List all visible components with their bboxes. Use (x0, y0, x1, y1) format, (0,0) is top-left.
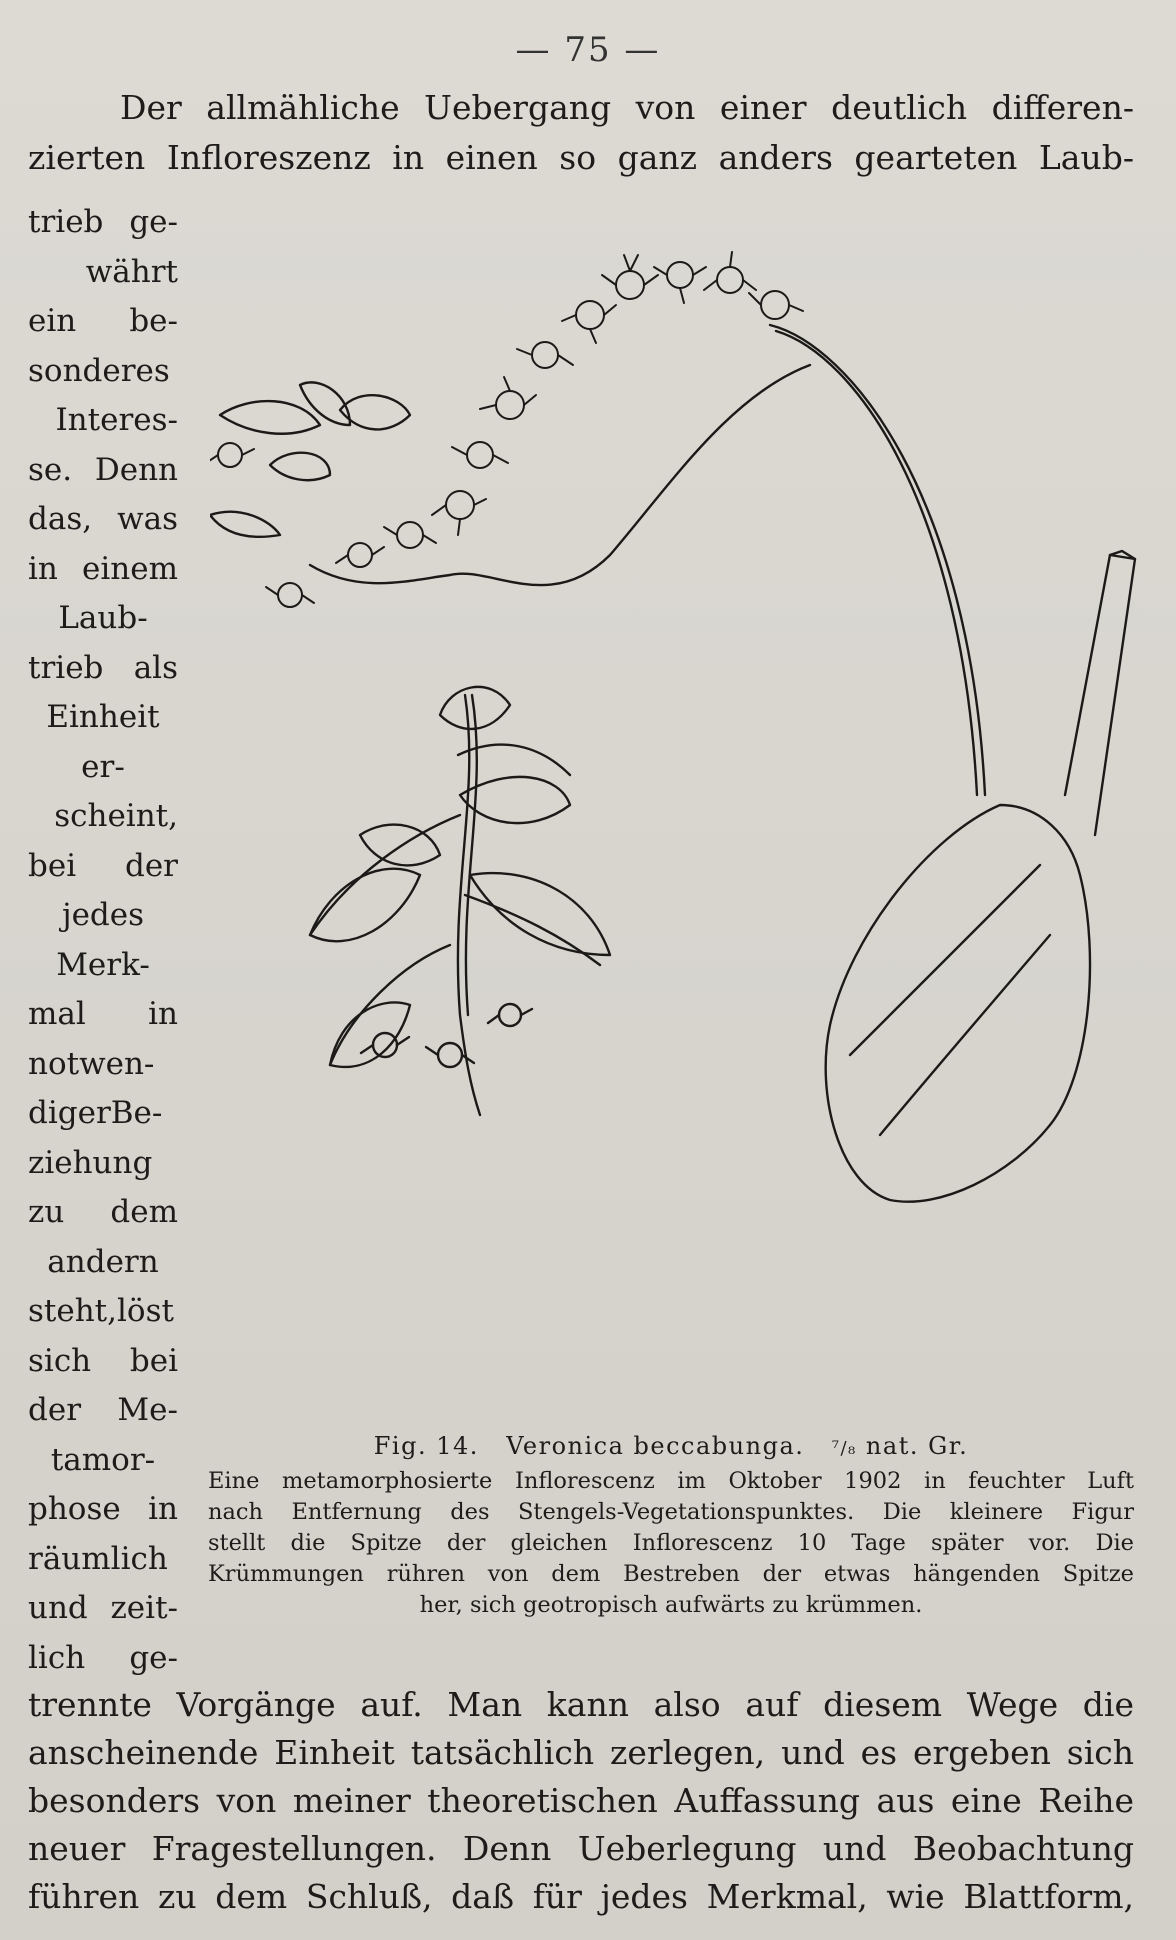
side-line: ein be- (28, 303, 178, 339)
side-line: trieb ge- (28, 204, 178, 240)
text-line: neuer Fragestellungen. Denn Ueberlegung und Beobachtung (28, 1829, 1134, 1868)
side-line: in einem (28, 550, 178, 587)
side-line: das, was (28, 501, 178, 537)
side-line: scheint, (54, 798, 178, 834)
side-line: trieb als (28, 649, 178, 686)
side-line: Einheit (46, 699, 160, 735)
caption-line: Krümmungen rühren von dem Bestreben der etwas hängenden Spitze (208, 1561, 1134, 1587)
large-leaf (826, 805, 1090, 1202)
text-line: zierten Infloreszenz in einen so ganz anders gearteten Laub- (28, 138, 1134, 177)
small-shoot (310, 687, 610, 1115)
side-line: phose in (28, 1491, 178, 1527)
side-line: sonderes (28, 352, 170, 389)
text-line: trennte Vorgänge auf. Man kann also auf diesem Wege die (28, 1685, 1134, 1724)
side-line: se. Denn (28, 451, 178, 488)
scale-fraction: ⁷/₈ (831, 1438, 857, 1459)
side-line: mal in (28, 996, 178, 1032)
side-line: sich bei (28, 1342, 178, 1379)
plant-illustration (210, 235, 1150, 1415)
side-line: ziehung (28, 1144, 153, 1181)
text-line: besonders von meiner theoretischen Auffassung aus eine Reihe (28, 1781, 1134, 1820)
side-line: lich ge- (28, 1639, 178, 1676)
page-number: — 75 — (515, 30, 661, 70)
flower-clusters (210, 252, 803, 607)
side-line: Laub- (58, 600, 148, 636)
side-line: er- (81, 748, 125, 785)
text-line: Der allmähliche Uebergang von einer deutlich differen- (120, 88, 1134, 127)
text-line: anscheinende Einheit tatsächlich zerlegen, und es ergeben sich (28, 1733, 1134, 1772)
side-line: und zeit- (28, 1590, 178, 1626)
support-stick (1065, 551, 1135, 835)
side-line: der Me- (28, 1392, 178, 1428)
figure-label: Fig. 14. (373, 1432, 479, 1460)
text-line: führen zu dem Schluß, daß für jedes Merkmal, wie Blattform, (28, 1877, 1134, 1916)
side-line: Merk- (56, 946, 150, 983)
side-line: räumlich (28, 1540, 168, 1577)
side-line: andern (47, 1243, 159, 1280)
figure-caption (208, 1432, 1134, 1621)
side-line: währt (85, 253, 178, 290)
species-name: Veronica beccabunga. (506, 1432, 805, 1460)
side-line: bei der (28, 847, 178, 884)
side-line: Interes- (55, 402, 178, 438)
side-line: notwen- (28, 1045, 155, 1082)
side-line: digerBe- (28, 1095, 163, 1131)
main-stem (310, 325, 985, 795)
caption-title (208, 1432, 1134, 1460)
scale-suffix: nat. Gr. (865, 1432, 969, 1460)
side-column-text (28, 198, 178, 1683)
side-line: tamor- (50, 1441, 156, 1478)
caption-body (208, 1466, 1134, 1621)
caption-line: her, sich geotropisch aufwärts zu krümmen. (419, 1592, 923, 1618)
side-line: steht,löst (28, 1293, 174, 1329)
caption-line: stellt die Spitze der gleichen Inflorescenz 10 Tage später vor. Die (208, 1530, 1134, 1556)
side-line: zu dem (28, 1194, 178, 1230)
side-line: jedes (61, 897, 145, 933)
caption-line: nach Entfernung des Stengels-Vegetationspunktes. Die kleinere Figur (208, 1499, 1134, 1525)
caption-line: Eine metamorphosierte Inflorescenz im Oktober 1902 in feuchter Luft (208, 1468, 1134, 1494)
